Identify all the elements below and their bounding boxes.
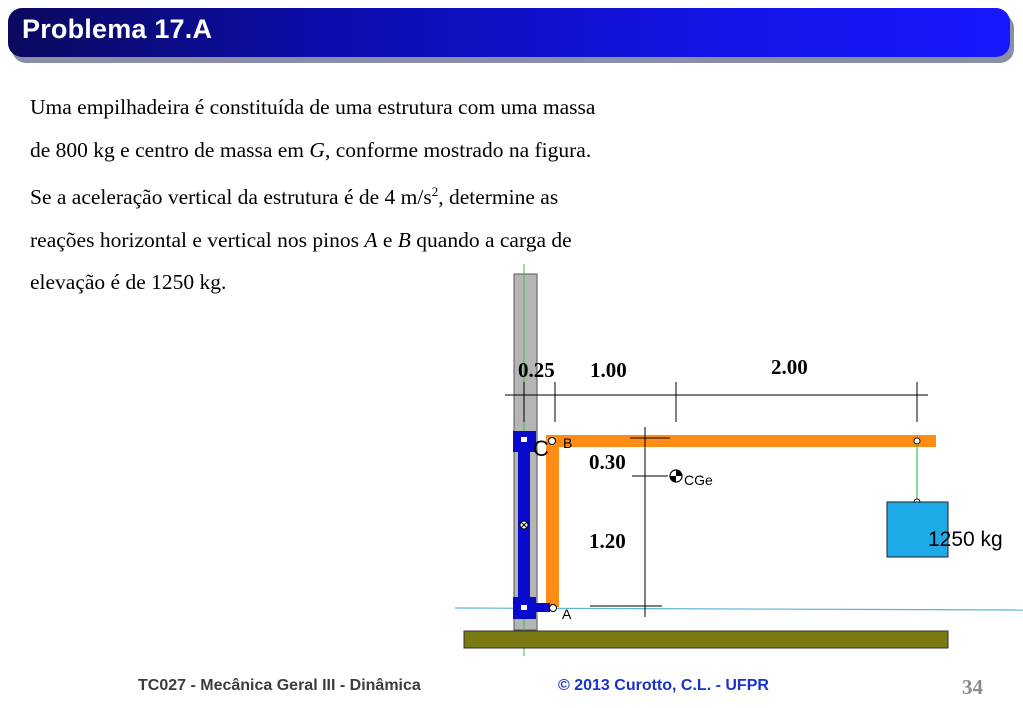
variable-g: G: [309, 137, 325, 162]
statement-text: reações horizontal e vertical nos pinos: [30, 227, 365, 252]
ground-base: [464, 631, 948, 648]
dimension-1-20: 1.20: [589, 529, 626, 553]
slide-title: Problema 17.A: [22, 14, 213, 44]
variable-b: B: [397, 227, 411, 252]
statement-text: quando a carga de: [410, 227, 572, 252]
statement-text: de 800 kg e centro de massa em: [30, 137, 310, 162]
fork-horizontal-arm: [546, 435, 936, 447]
cg-label: CGe: [684, 472, 713, 488]
exponent: 2: [431, 184, 439, 199]
variable-a: A: [364, 227, 378, 252]
load-label: 1250 kg: [928, 528, 1003, 551]
page-number: 34: [962, 675, 983, 699]
copyright-footer: © 2013 Curotto, C.L. - UFPR: [558, 677, 769, 694]
statement-line-5: elevação é de 1250 kg.: [30, 270, 227, 295]
course-footer: TC027 - Mecânica Geral III - Dinâmica: [138, 677, 421, 694]
statement-text: e: [377, 227, 398, 252]
pin-c-label: C: [533, 436, 549, 461]
pin-a-label: A: [562, 606, 572, 622]
statement-text: Se a aceleração vertical da estrutura é de 4 m/s: [30, 185, 432, 210]
statement-text: , determine as: [438, 185, 559, 210]
statement-text: , conforme mostrado na figura.: [324, 137, 592, 162]
dimension-0-30: 0.30: [589, 450, 626, 474]
dimension-1-00: 1.00: [590, 358, 627, 382]
pin-b-label: B: [563, 435, 573, 451]
pin-b-icon: [549, 438, 556, 445]
dimension-0-25: 0.25: [518, 358, 555, 382]
fork-bottom-link: [536, 603, 550, 612]
statement-line-1: Uma empilhadeira é constituída de uma estrutura com uma massa: [30, 95, 596, 119]
dimension-2-00: 2.00: [771, 355, 808, 379]
cable-top-pin-icon: [914, 438, 920, 444]
pin-a-icon: [550, 605, 557, 612]
